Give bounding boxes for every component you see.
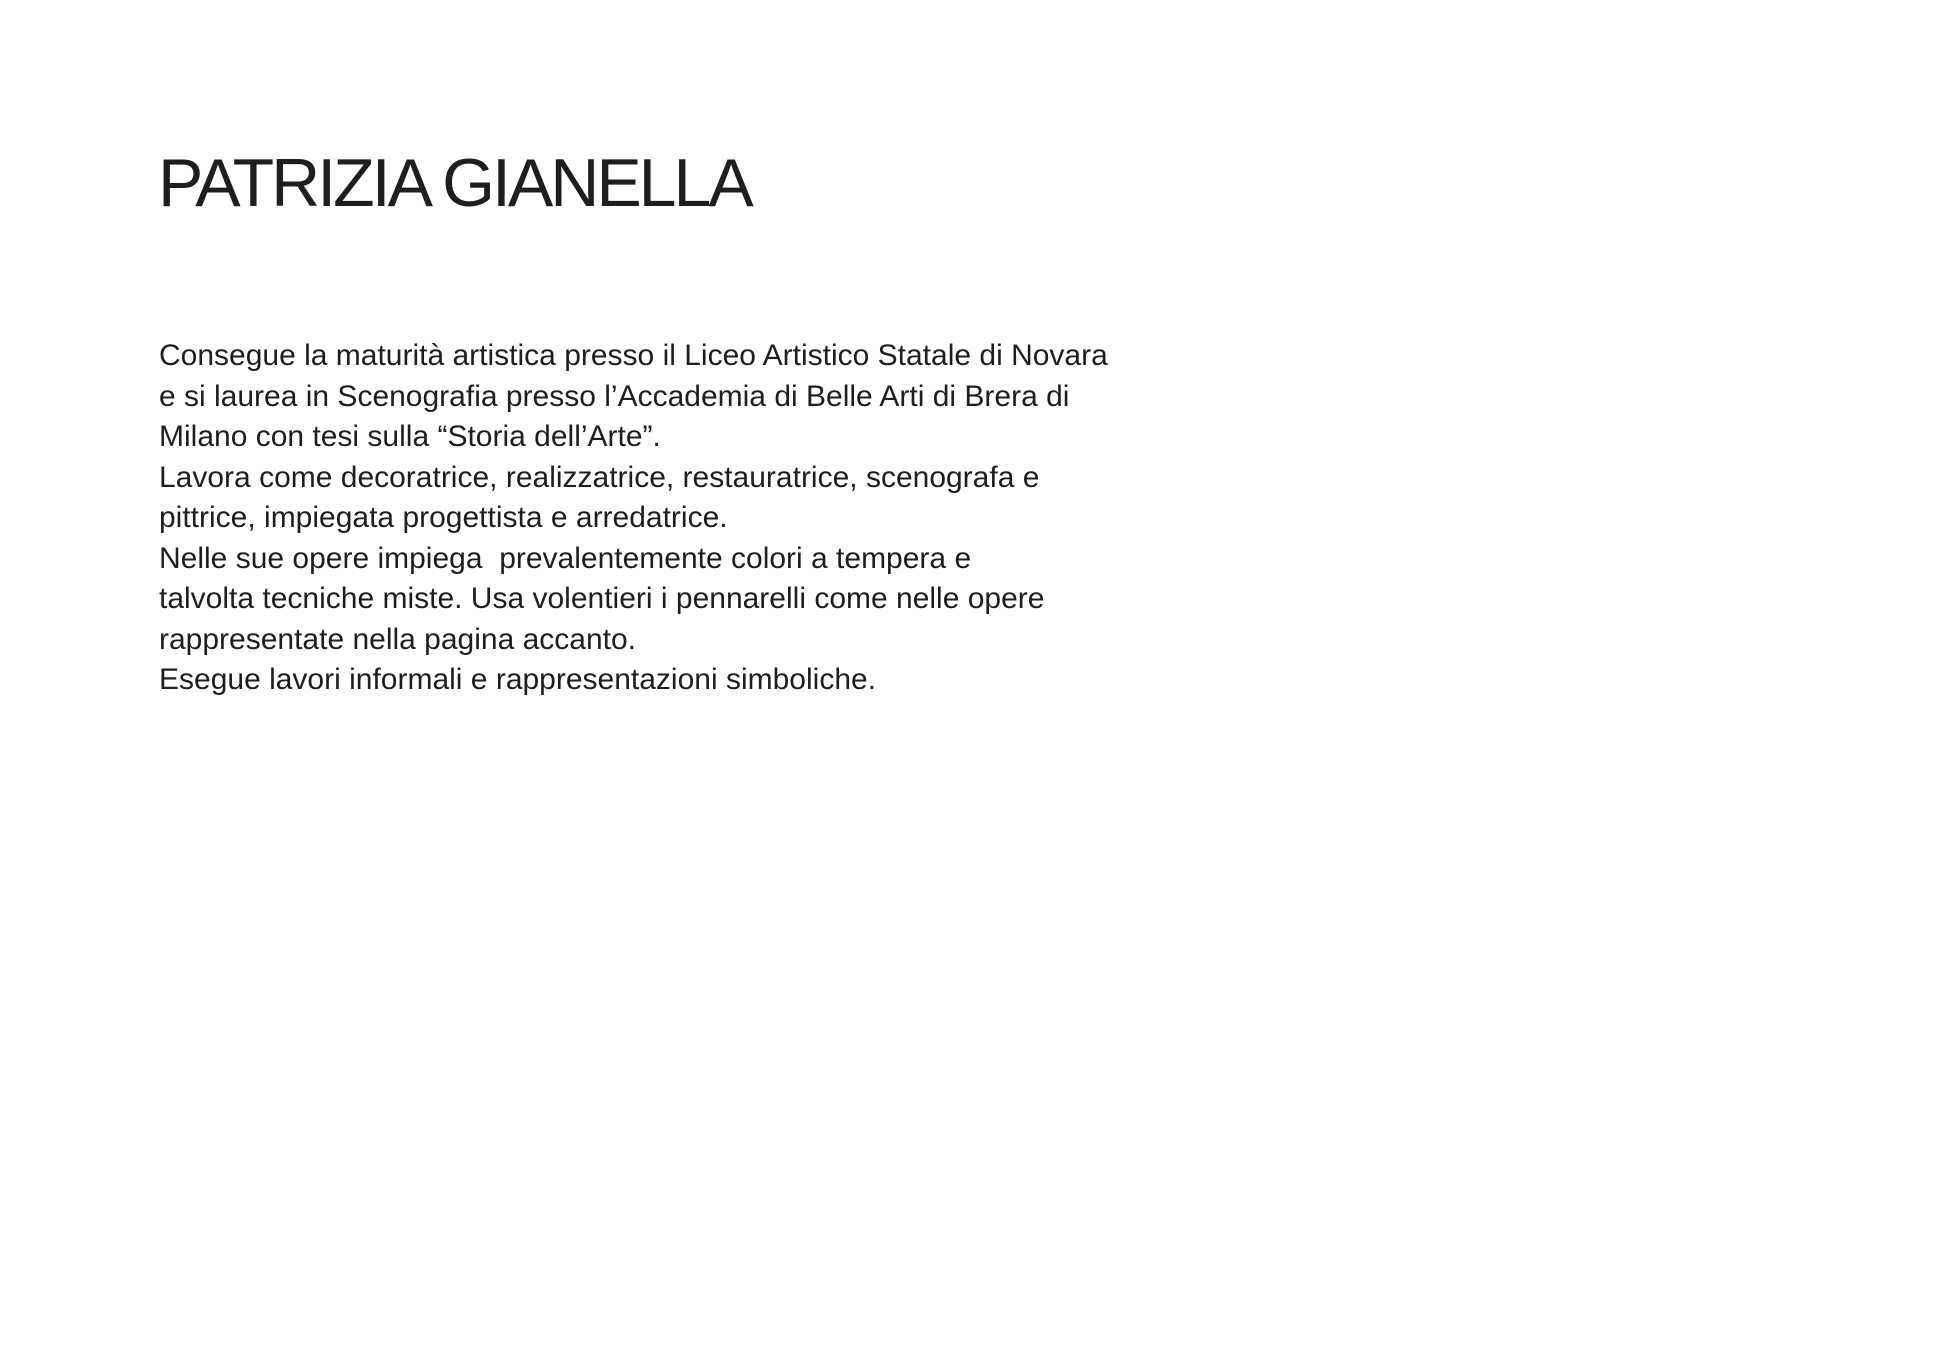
bio-line: Nelle sue opere impiega prevalentemente colori a tempera e [159, 541, 972, 575]
bio-line: talvolta tecniche miste. Usa volentieri i pennarelli come nelle opere [159, 582, 1045, 615]
biography-text [159, 336, 1108, 701]
page-title: PATRIZIA GIANELLA [158, 145, 751, 221]
bio-line: Milano con tesi sulla “Storia dell’Arte”. [159, 420, 661, 453]
bio-line: pittrice, impiegata progettista e arredatrice. [159, 501, 728, 534]
bio-line: Esegue lavori informali e rappresentazioni simboliche. [159, 663, 877, 696]
bio-line: Lavora come decoratrice, realizzatrice, restauratrice, scenografa e [159, 460, 1040, 494]
bio-line: Consegue la maturità artistica presso il Liceo Artistico Statale di Novara [159, 339, 1108, 372]
bio-line: e si laurea in Scenografia presso l’Accademia di Belle Arti di Brera di [159, 379, 1070, 413]
bio-line: rappresentate nella pagina accanto. [159, 622, 637, 656]
